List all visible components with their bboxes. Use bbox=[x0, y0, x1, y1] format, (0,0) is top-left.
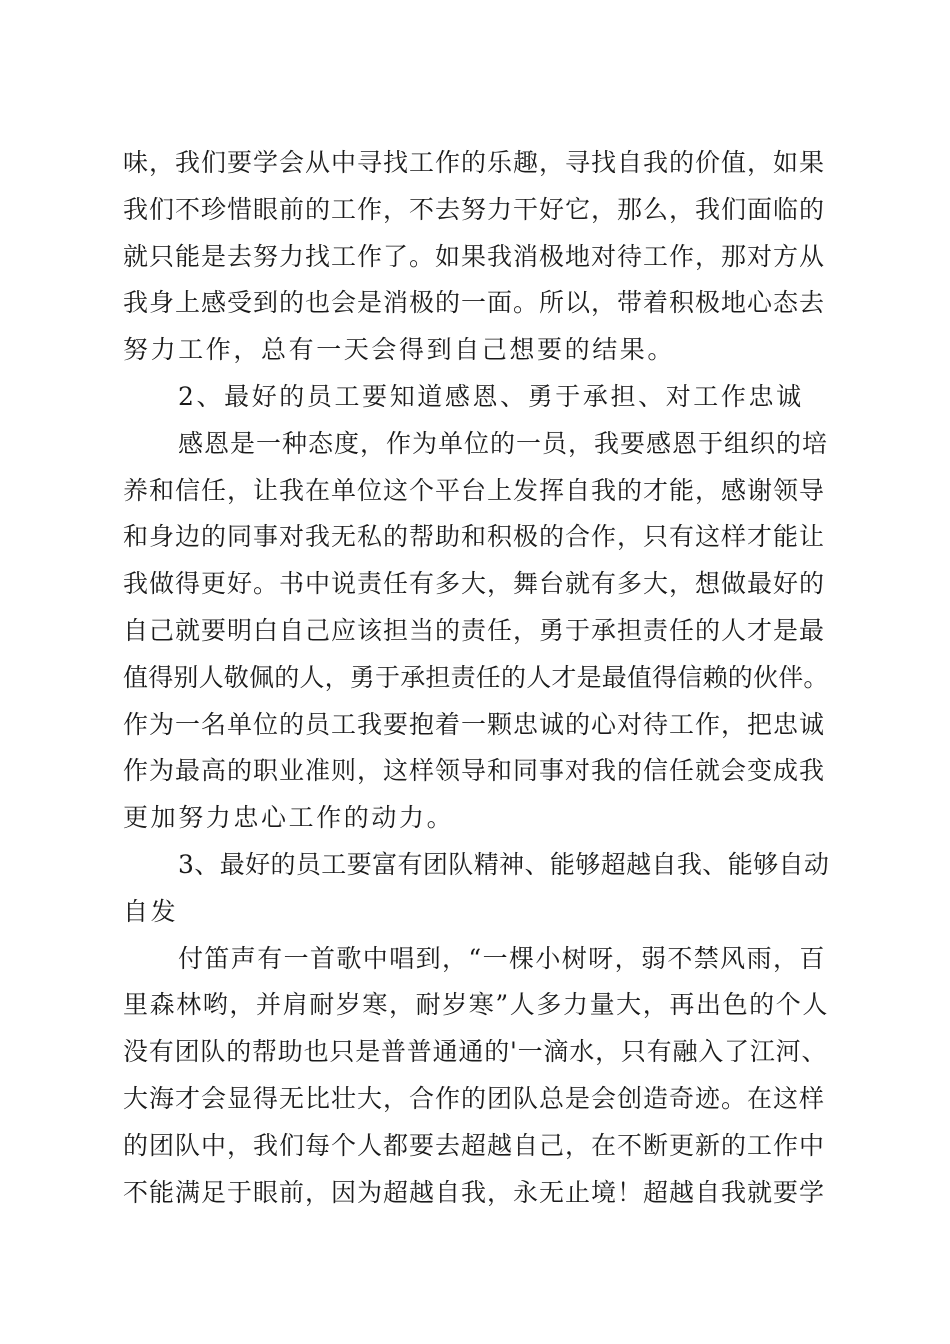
text-line: 和身边的同事对我无私的帮助和积极的合作，只有这样才能让 bbox=[123, 522, 826, 552]
text-line: 付笛声有一首歌中唱到，“一棵小树呀，弱不禁风雨，百 bbox=[178, 943, 826, 973]
text-line: 养和信任，让我在单位这个平台上发挥自我的才能，感谢领导 bbox=[123, 475, 826, 505]
text-line: 的团队中，我们每个人都要去超越自己，在不断更新的工作中 bbox=[123, 1130, 826, 1160]
text-line: 我们不珍惜眼前的工作，不去努力干好它，那么，我们面临的 bbox=[123, 194, 826, 224]
text-line: 自发 bbox=[123, 896, 179, 926]
text-line: 作为一名单位的员工我要抱着一颗忠诚的心对待工作，把忠诚 bbox=[123, 709, 826, 739]
text-line: 没有团队的帮助也只是普普通通的'一滴水，只有融入了江河、 bbox=[123, 1037, 828, 1067]
document-body bbox=[123, 140, 829, 1216]
text-line: 我做得更好。书中说责任有多大，舞台就有多大，想做最好的 bbox=[123, 569, 826, 599]
text-line: 味，我们要学会从中寻找工作的乐趣，寻找自我的价值，如果 bbox=[123, 148, 826, 177]
text-line: 3、最好的员工要富有团队精神、能够超越自我、能够自动 bbox=[178, 849, 830, 879]
text-line: 值得别人敬佩的人，勇于承担责任的人才是最值得信赖的伙伴。 bbox=[123, 662, 829, 692]
text-line: 就只能是去努力找工作了。如果我消极地对待工作，那对方从 bbox=[123, 241, 826, 271]
text-line: 努力工作，总有一天会得到自己想要的结果。 bbox=[123, 335, 676, 365]
text-line: 更加努力忠心工作的动力。 bbox=[123, 803, 455, 833]
text-line: 里森林哟，并肩耐岁寒，耐岁寒”人多力量大，再出色的个人 bbox=[123, 990, 829, 1020]
text-line: 2、最好的员工要知道感恩、勇于承担、对工作忠诚 bbox=[178, 381, 804, 411]
text-line: 不能满足于眼前，因为超越自我，永无止境！超越自我就要学 bbox=[123, 1177, 826, 1207]
text-line: 大海才会显得无比壮大，合作的团队总是会创造奇迹。在这样 bbox=[123, 1083, 826, 1113]
text-line: 我身上感受到的也会是消极的一面。所以，带着积极地心态去 bbox=[123, 288, 826, 318]
text-line: 作为最高的职业准则，这样领导和同事对我的信任就会变成我 bbox=[123, 756, 826, 786]
text-line: 自己就要明白自己应该担当的责任，勇于承担责任的人才是最 bbox=[123, 615, 826, 645]
text-line: 感恩是一种态度，作为单位的一员，我要感恩于组织的培 bbox=[178, 428, 829, 458]
